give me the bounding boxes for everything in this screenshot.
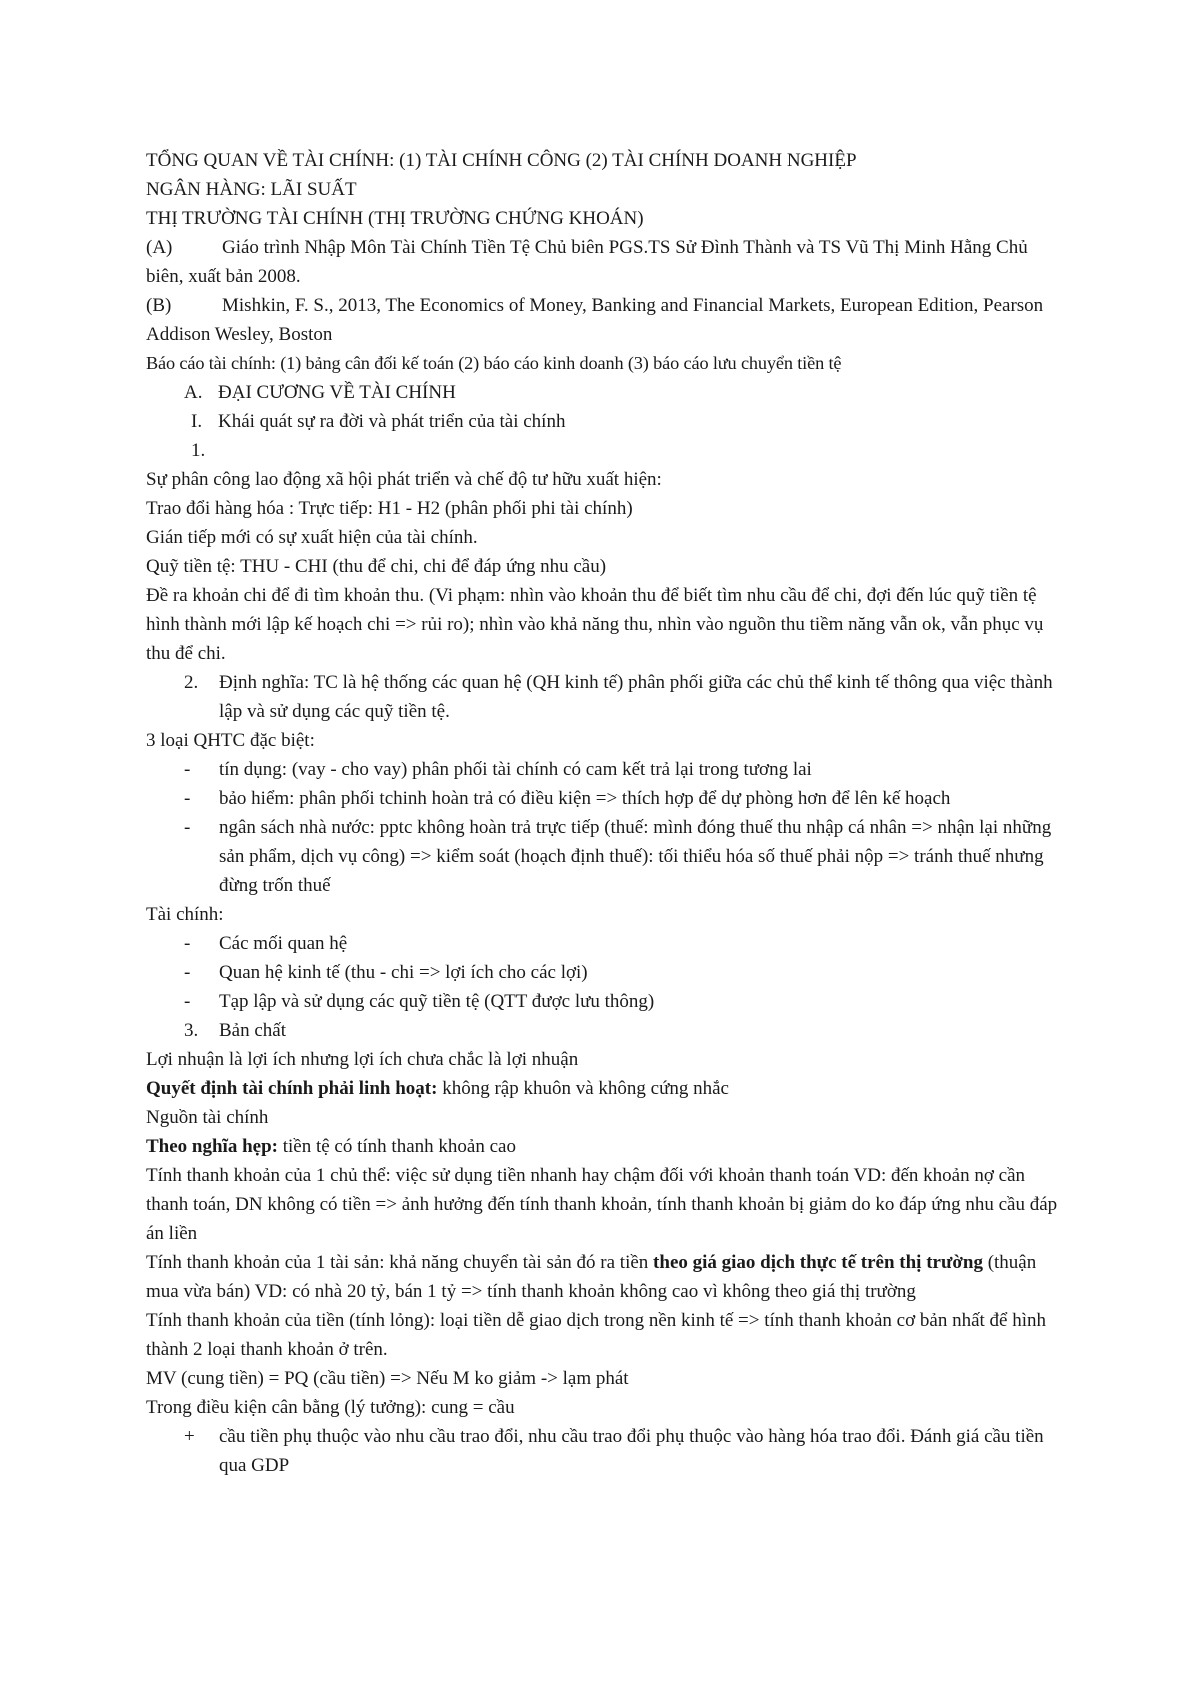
list-item	[146, 784, 1066, 813]
qhtc-title: 3 loại QHTC đặc biệt:	[146, 730, 315, 751]
dash-marker: -	[184, 991, 191, 1012]
list-item	[146, 929, 1066, 958]
item-marker: 2.	[184, 672, 199, 693]
heading-marker: I.	[191, 411, 203, 432]
heading-i	[146, 407, 1066, 436]
dash-marker: -	[184, 817, 191, 838]
bold-term: Theo nghĩa hẹp:	[146, 1136, 278, 1157]
list-item	[146, 987, 1066, 1016]
decision-line	[146, 1074, 1066, 1103]
asset-liquidity-paragraph	[146, 1248, 1066, 1306]
para-text: Tính thanh khoản của 1 tài sản: khả năng chuyển tài sản đó ra tiền	[146, 1252, 654, 1273]
item-text: cầu tiền phụ thuộc vào nhu cầu trao đổi, nhu cầu trao đổi phụ thuộc vào hàng hóa trao đổi. Đánh giá cầu tiền qua GDP	[219, 1426, 1044, 1476]
dash-marker: -	[184, 933, 191, 954]
item-text: tín dụng: (vay - cho vay) phân phối tài chính có cam kết trả lại trong tương lai	[219, 759, 812, 780]
item-marker: 3.	[184, 1020, 199, 1041]
plus-marker: +	[184, 1426, 195, 1447]
intro-line: Trao đổi hàng hóa : Trực tiếp: H1 - H2 (phân phối phi tài chính)	[146, 498, 633, 519]
title-line-overview: TỔNG QUAN VỀ TÀI CHÍNH: (1) TÀI CHÍNH CÔNG (2) TÀI CHÍNH DOANH NGHIỆP	[146, 150, 857, 171]
item-text: ngân sách nhà nước: pptc không hoàn trả trực tiếp (thuế: mình đóng thuế thu nhập cá nhân => nhận lại những sản phẩm, dịch vụ công) => kiểm soát (hoạch định thuế): tối thiểu hóa số thuế phải nộp => tránh thuế nhưng đừng trốn thuế	[219, 817, 1052, 896]
definition-item	[146, 668, 1066, 726]
item-text: Định nghĩa: TC là hệ thống các quan hệ (QH kinh tế) phân phối giữa các chủ thể kinh tế thông qua việc thành lập và sử dụng các quỹ tiền tệ.	[219, 672, 1053, 722]
finance-title: Tài chính:	[146, 904, 224, 925]
item-text: Tạp lập và sử dụng các quỹ tiền tệ (QTT được lưu thông)	[219, 991, 655, 1012]
dash-marker: -	[184, 962, 191, 983]
source-title: Nguồn tài chính	[146, 1107, 269, 1128]
item-text: Quan hệ kinh tế (thu - chi => lợi ích cho các lợi)	[219, 962, 588, 983]
reference-a	[146, 233, 1066, 291]
mv-equation-line: MV (cung tiền) = PQ (cầu tiền) => Nếu M ko giảm -> lạm phát	[146, 1368, 629, 1389]
dash-marker: -	[184, 759, 191, 780]
title-line-bank: NGÂN HÀNG: LÃI SUẤT	[146, 179, 357, 200]
item-text: bảo hiểm: phân phối tchinh hoàn trả có điều kiện => thích hợp để dự phòng hơn để lên kế hoạch	[219, 788, 951, 809]
line-text: tiền tệ có tính thanh khoản cao	[277, 1136, 516, 1157]
list-item	[146, 755, 1066, 784]
heading-a	[146, 378, 1066, 407]
bold-term: Quyết định tài chính phải linh hoạt:	[146, 1078, 438, 1099]
bold-term: theo giá giao dịch thực tế trên thị trường	[653, 1252, 983, 1273]
narrow-sense-line	[146, 1132, 1066, 1161]
document-page	[146, 146, 1066, 1480]
spending-paragraph: Đề ra khoản chi để đi tìm khoản thu. (Vi phạm: nhìn vào khoản thu để biết tìm nhu cầu để chi, đợi đến lúc quỹ tiền tệ hình thành mới lập kế hoạch chi => rủi ro); nhìn vào khả năng thu, nhìn vào nguồn thu tiềm năng vẫn ok, vẫn phục vụ thu để chi.	[146, 585, 1044, 664]
heading-text: Khái quát sự ra đời và phát triển của tài chính	[218, 411, 566, 432]
heading-text: ĐẠI CƯƠNG VỀ TÀI CHÍNH	[218, 382, 456, 403]
reference-text: Giáo trình Nhập Môn Tài Chính Tiền Tệ Chủ biên PGS.TS Sử Đình Thành và TS Vũ Thị Minh Hằng Chủ biên, xuất bản 2008.	[146, 237, 1028, 287]
item-text: Bản chất	[219, 1020, 287, 1041]
profit-line: Lợi nhuận là lợi ích nhưng lợi ích chưa chắc là lợi nhuận	[146, 1049, 579, 1070]
heading-marker: 1.	[191, 440, 206, 461]
plus-item	[146, 1422, 1066, 1480]
reference-label: (A)	[146, 237, 173, 258]
equilibrium-line: Trong điều kiện cân bằng (lý tưởng): cung = cầu	[146, 1397, 515, 1418]
list-item	[146, 958, 1066, 987]
heading-1	[146, 436, 1066, 465]
list-item	[146, 813, 1066, 900]
heading-marker: A.	[184, 382, 203, 403]
intro-line: Gián tiếp mới có sự xuất hiện của tài chính.	[146, 527, 478, 548]
intro-line: Quỹ tiền tệ: THU - CHI (thu để chi, chi để đáp ứng nhu cầu)	[146, 556, 607, 577]
dash-marker: -	[184, 788, 191, 809]
intro-line: Sự phân công lao động xã hội phát triển và chế độ tư hữu xuất hiện:	[146, 469, 662, 490]
subject-liquidity-paragraph: Tính thanh khoản của 1 chủ thể: việc sử dụng tiền nhanh hay chậm đối với khoản thanh toán VD: đến khoản nợ cần thanh toán, DN không có tiền => ảnh hưởng đến tính thanh khoản, tính thanh khoản bị giảm do ko đáp ứng nhu cầu đáp án liền	[146, 1165, 1058, 1244]
reference-label: (B)	[146, 295, 172, 316]
item-text: Các mối quan hệ	[219, 933, 348, 954]
reference-b	[146, 291, 1066, 349]
financial-reports-line: Báo cáo tài chính: (1) bảng cân đối kế toán (2) báo cáo kinh doanh (3) báo cáo lưu chuyển tiền tệ	[146, 353, 842, 373]
line-text: không rập khuôn và không cứng nhắc	[437, 1078, 729, 1099]
nature-item	[146, 1016, 1066, 1045]
reference-text: Mishkin, F. S., 2013, The Economics of Money, Banking and Financial Markets, European Edition, Pearson Addison Wesley, Boston	[146, 295, 1044, 345]
title-line-market: THỊ TRƯỜNG TÀI CHÍNH (THỊ TRƯỜNG CHỨNG KHOÁN)	[146, 208, 644, 229]
para-text: (thuận mua vừa bán) VD: có nhà 20 tỷ, bán 1 tỷ => tính thanh khoản không cao vì không theo giá thị trường	[146, 1252, 1037, 1302]
money-liquidity-paragraph: Tính thanh khoản của tiền (tính lỏng): loại tiền dễ giao dịch trong nền kinh tế => tính thanh khoản cơ bản nhất để hình thành 2 loại thanh khoản ở trên.	[146, 1310, 1046, 1360]
